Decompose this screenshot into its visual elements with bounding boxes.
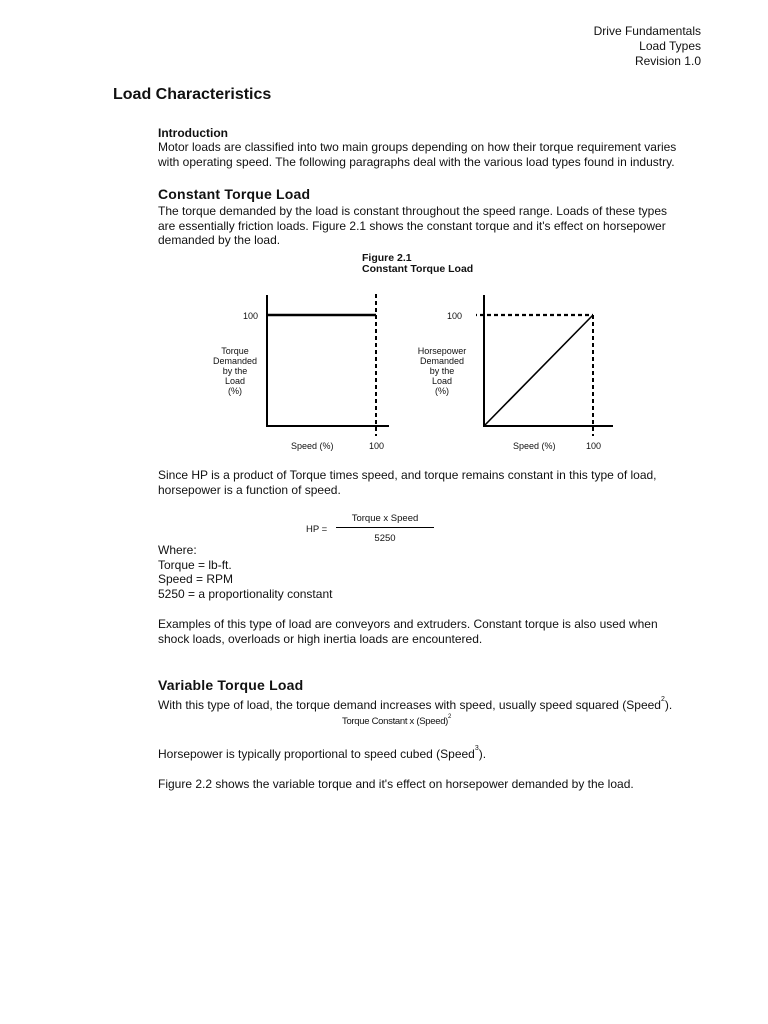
hp-linear-line — [484, 315, 593, 426]
torque-y-label-5: (%) — [228, 386, 242, 396]
figure-caption — [362, 253, 473, 275]
hp-y-tick: 100 — [447, 311, 463, 321]
figure-title: Constant Torque Load — [362, 263, 474, 275]
constant-line-3: demanded by the load. — [158, 233, 281, 248]
variable-line-1-text: With this type of load, the torque demand increases with speed, usually speed squared (Speed — [158, 698, 661, 712]
variable-line-2-end: ). — [478, 747, 487, 761]
where-line-1: Where: — [158, 543, 197, 557]
torque-y-label-1: Torque — [221, 346, 249, 356]
torque-y-label — [200, 346, 270, 396]
formula-numerator: Torque x Speed — [351, 513, 419, 524]
torque-y-tick: 100 — [243, 311, 259, 321]
variable-formula-sup: 2 — [448, 714, 452, 720]
hp-line-2: horsepower is a function of speed. — [158, 482, 341, 497]
variable-torque-heading: Variable Torque Load — [158, 677, 304, 693]
horsepower-chart — [476, 290, 616, 440]
hp-y-label-4: Load — [431, 376, 453, 386]
variable-formula-text: Torque Constant x (Speed) — [342, 716, 449, 727]
intro-line-2: with operating speed. The following paragraphs deal with the various load types found in industry. — [158, 154, 675, 169]
variable-sup-squared: 2 — [660, 696, 665, 703]
header-line-3: Revision 1.0 — [634, 54, 701, 68]
where-line-4: 5250 = a proportionality constant — [158, 586, 333, 601]
header-line-1: Drive Fundamentals — [593, 24, 701, 38]
torque-y-label-2: Demanded — [212, 356, 258, 366]
hp-x-label: Speed (%) — [513, 441, 556, 451]
hp-y-label-1: Horsepower — [417, 346, 467, 356]
torque-chart — [260, 290, 390, 440]
hp-line-1: Since HP is a product of Torque times speed, and torque remains constant in this type of load, — [158, 468, 657, 482]
intro-paragraph — [158, 140, 718, 169]
formula-denominator: 5250 — [374, 533, 396, 544]
hp-y-label-2: Demanded — [419, 356, 465, 366]
where-line-2: Torque = lb-ft. — [158, 557, 232, 572]
examples-line-2: shock loads, overloads or high inertia loads are encountered. — [158, 631, 483, 646]
formula-fraction-bar — [336, 527, 434, 528]
constant-line-2: are essentially friction loads. Figure 2.1 shows the constant torque and it's effect on horsepower — [158, 218, 666, 233]
torque-x-label: Speed (%) — [291, 441, 334, 451]
where-line-3: Speed = RPM — [158, 572, 234, 587]
hp-explanation — [158, 468, 718, 497]
figure-label: Figure 2.1 — [362, 252, 412, 264]
hp-y-label-5: (%) — [435, 386, 449, 396]
examples-paragraph — [158, 617, 718, 646]
variable-line-2 — [158, 747, 718, 765]
torque-y-label-3: by the — [222, 366, 248, 376]
where-list — [158, 543, 718, 601]
variable-sup-cubed: 3 — [474, 745, 479, 752]
page-title: Load Characteristics — [113, 86, 272, 103]
hp-y-label-3: by the — [429, 366, 455, 376]
constant-torque-heading: Constant Torque Load — [158, 186, 311, 202]
variable-line-1 — [158, 698, 718, 716]
intro-line-1: Motor loads are classified into two main groups depending on how their torque requirement varies — [158, 140, 677, 154]
torque-y-label-4: Load — [224, 376, 246, 386]
constant-torque-paragraph — [158, 204, 718, 248]
variable-line-3: Figure 2.2 shows the variable torque and it's effect on horsepower demanded by the load. — [158, 777, 634, 791]
header-line-2: Load Types — [639, 39, 701, 53]
variable-formula — [342, 716, 451, 727]
document-header — [594, 24, 701, 69]
formula-lhs: HP = — [306, 524, 328, 535]
torque-x-tick: 100 — [369, 441, 385, 451]
variable-line-1-end: ). — [664, 698, 673, 712]
hp-y-label — [407, 346, 477, 396]
intro-heading: Introduction — [158, 126, 228, 140]
hp-x-tick: 100 — [586, 441, 602, 451]
constant-line-1: The torque demanded by the load is constant throughout the speed range. Loads of these types — [158, 204, 668, 218]
examples-line-1: Examples of this type of load are conveyors and extruders. Constant torque is also used when — [158, 617, 658, 631]
variable-line-2-text: Horsepower is typically proportional to speed cubed (Speed — [158, 747, 475, 761]
